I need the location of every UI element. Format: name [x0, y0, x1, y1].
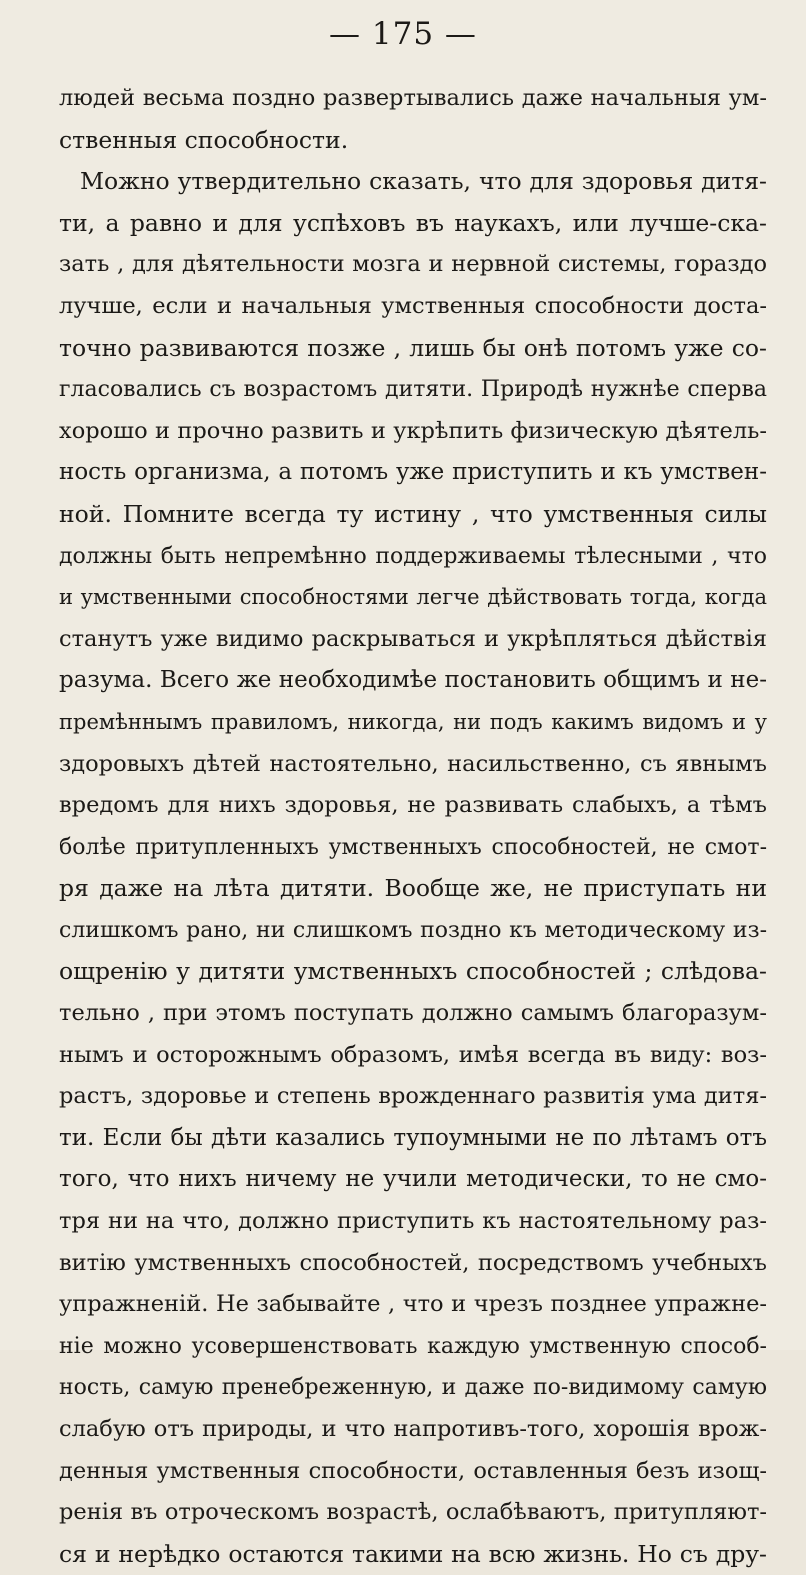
page-number: — 175 — — [329, 16, 477, 52]
text-line: ся и нерѣдко остаются такими на всю жизнь. Но съ дру- — [59, 1539, 767, 1568]
text-line: слабую отъ природы, и что напротивъ-того, хорошія врож- — [59, 1416, 767, 1442]
body-text — [59, 78, 767, 1575]
text-line: должны быть непремѣнно поддерживаемы тѣлесными , что — [59, 543, 767, 569]
text-line: людей весьма поздно развертывались даже начальныя ум- — [59, 85, 767, 111]
text-line: ность организма, а потомъ уже приступить и къ умствен- — [59, 459, 767, 486]
text-line: растъ, здоровье и степень врожденнаго развитія ума дитя- — [59, 1083, 767, 1110]
text-line: денныя умственныя способности, оставленныя безъ изощ- — [59, 1457, 767, 1484]
text-line: болѣе притупленныхъ умственныхъ способностей, не смот- — [59, 834, 767, 860]
text-line: ной. Помните всегда ту истину , что умственныя силы — [59, 499, 767, 528]
text-line: премѣннымъ правиломъ, никогда, ни подъ какимъ видомъ и у — [59, 709, 767, 734]
text-line: ренія въ отроческомъ возрастѣ, ослабѣваютъ, притупляют- — [59, 1499, 767, 1526]
text-line: хорошо и прочно развить и укрѣпить физическую дѣятель- — [59, 417, 767, 444]
text-line: вредомъ для нихъ здоровья, не развивать слабыхъ, а тѣмъ — [59, 792, 767, 819]
text-line: и умственными способностями легче дѣйствовать тогда, когда — [59, 585, 767, 610]
text-line: упражненій. Не забывайте , что и чрезъ позднее упражне- — [59, 1291, 767, 1318]
text-line: ность, самую пренебреженную, и даже по-видимому самую — [59, 1375, 767, 1401]
text-line: ти. Если бы дѣти казались тупоумными не по лѣтамъ отъ — [59, 1124, 767, 1151]
text-line: Можно утвердительно сказать, что для здоровья дитя- — [80, 167, 767, 196]
text-line: ря даже на лѣта дитяти. Вообще же, не приступать ни — [59, 874, 767, 903]
text-line: того, что нихъ ничему не учили методически, то не смо- — [59, 1166, 767, 1193]
text-line: ніе можно усовершенствовать каждую умственную способ- — [59, 1333, 767, 1359]
text-line: лучше, если и начальныя умственныя способности доста- — [59, 292, 767, 319]
text-line: гласовались съ возрастомъ дитяти. Природѣ нужнѣе сперва — [59, 377, 767, 403]
text-line: здоровыхъ дѣтей настоятельно, насильственно, съ явнымъ — [59, 750, 767, 777]
text-line: станутъ уже видимо раскрываться и укрѣпляться дѣйствія — [59, 625, 767, 652]
text-line: нымъ и осторожнымъ образомъ, имѣя всегда въ виду: воз- — [59, 1041, 767, 1068]
text-line: тря ни на что, должно приступить къ настоятельному раз- — [59, 1208, 767, 1235]
text-line: тельно , при этомъ поступать должно самымъ благоразум- — [59, 1000, 767, 1027]
text-line: слишкомъ рано, ни слишкомъ поздно къ методическому из- — [59, 917, 767, 943]
text-line: точно развиваются позже , лишь бы онѣ потомъ уже со- — [59, 333, 767, 362]
text-line: ственныя способности. — [59, 125, 349, 154]
text-line: ощренію у дитяти умственныхъ способностей ; слѣдова- — [59, 957, 767, 986]
text-line: витію умственныхъ способностей, посредствомъ учебныхъ — [59, 1249, 767, 1276]
text-line: разума. Всего же необходимѣе постановить общимъ и не- — [59, 667, 767, 694]
text-line: зать , для дѣятельности мозга и нервной системы, гораздо — [59, 251, 767, 278]
text-line: ти, а равно и для успѣховъ въ наукахъ, или лучше-ска- — [59, 208, 767, 237]
